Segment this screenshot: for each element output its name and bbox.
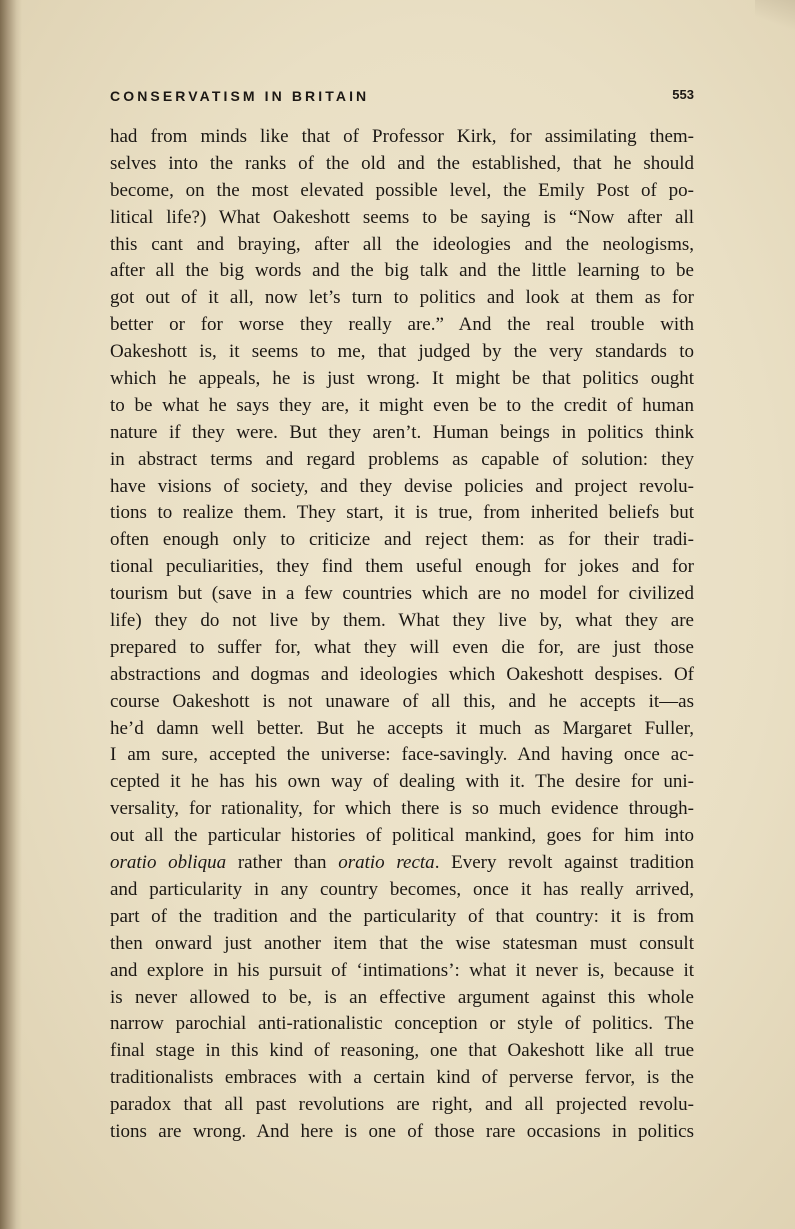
text-line: after all the big words and the big talk and the little learning to be bbox=[110, 260, 694, 282]
text-line: is never allowed to be, is an effective argument against this whole bbox=[110, 986, 694, 1008]
text-line: become, on the most elevated possible level, the Emily Post of po- bbox=[110, 179, 694, 201]
text-line: I am sure, accepted the universe: face-savingly. And having once ac- bbox=[110, 744, 694, 766]
text-line: tional peculiarities, they find them useful enough for jokes and for bbox=[110, 556, 694, 578]
text-fragment: . Every revolt against tradition bbox=[434, 852, 694, 874]
text-line: out all the particular histories of political mankind, goes for him into bbox=[110, 825, 694, 847]
text-line: then onward just another item that the wise statesman must consult bbox=[110, 932, 694, 954]
italic-phrase: oratio obliqua bbox=[110, 852, 227, 874]
text-line: cepted it he has his own way of dealing with it. The desire for uni- bbox=[110, 771, 694, 793]
page-number: 553 bbox=[672, 87, 694, 102]
text-line: traditionalists embraces with a certain kind of perverse fervor, is the bbox=[110, 1067, 694, 1089]
text-line: tions to realize them. They start, it is true, from inherited beliefs but bbox=[110, 502, 694, 524]
text-line: he’d damn well better. But he accepts it much as Margaret Fuller, bbox=[110, 717, 694, 739]
text-line: versality, for rationality, for which there is so much evidence through- bbox=[110, 798, 694, 820]
text-line: Oakeshott is, it seems to me, that judged by the very standards to bbox=[110, 341, 694, 363]
text-line: and explore in his pursuit of ‘intimations’: what it never is, because it bbox=[110, 959, 694, 981]
body-text bbox=[110, 124, 694, 1146]
text-line: tourism but (save in a few countries which are no model for civilized bbox=[110, 583, 694, 605]
text-line: and particularity in any country becomes, once it has really arrived, bbox=[110, 878, 694, 900]
text-line: part of the tradition and the particularity of that country: it is from bbox=[110, 905, 694, 927]
text-line: nature if they were. But they aren’t. Human beings in politics think bbox=[110, 421, 694, 443]
running-title: CONSERVATISM IN BRITAIN bbox=[110, 88, 370, 104]
text-line: got out of it all, now let’s turn to politics and look at them as for bbox=[110, 287, 694, 309]
text-line: better or for worse they really are.” And the real trouble with bbox=[110, 314, 694, 336]
text-line: this cant and braying, after all the ideologies and the neologisms, bbox=[110, 233, 694, 255]
text-line: paradox that all past revolutions are right, and all projected revolu- bbox=[110, 1094, 694, 1116]
text-line: litical life?) What Oakeshott seems to be saying is “Now after all bbox=[110, 206, 694, 228]
text-line: prepared to suffer for, what they will even die for, are just those bbox=[110, 636, 694, 658]
binding-shadow bbox=[0, 0, 22, 1229]
italic-phrase: oratio recta bbox=[338, 852, 435, 874]
text-line: had from minds like that of Professor Kirk, for assimilating them- bbox=[110, 126, 694, 147]
text-line: have visions of society, and they devise policies and project revolu- bbox=[110, 475, 694, 497]
text-line: selves into the ranks of the old and the established, that he should bbox=[110, 152, 694, 174]
text-line: to be what he says they are, it might even be to the credit of human bbox=[110, 394, 694, 416]
text-line: life) they do not live by them. What they live by, what they are bbox=[110, 610, 694, 632]
text-line-italic bbox=[110, 850, 694, 877]
text-line: which he appeals, he is just wrong. It might be that politics ought bbox=[110, 368, 694, 390]
text-fragment: rather than bbox=[226, 852, 339, 874]
text-line: final stage in this kind of reasoning, one that Oakeshott like all true bbox=[110, 1040, 694, 1062]
text-line: course Oakeshott is not unaware of all this, and he accepts it—as bbox=[110, 690, 694, 712]
text-line: tions are wrong. And here is one of those rare occasions in politics bbox=[110, 1120, 694, 1142]
text-line: abstractions and dogmas and ideologies which Oakeshott despises. Of bbox=[110, 663, 694, 685]
page-corner bbox=[755, 0, 795, 30]
text-line: in abstract terms and regard problems as capable of solution: they bbox=[110, 448, 694, 470]
text-line: often enough only to criticize and reject them: as for their tradi- bbox=[110, 529, 694, 551]
text-line: narrow parochial anti-rationalistic conception or style of politics. The bbox=[110, 1013, 694, 1035]
running-head bbox=[110, 86, 694, 110]
